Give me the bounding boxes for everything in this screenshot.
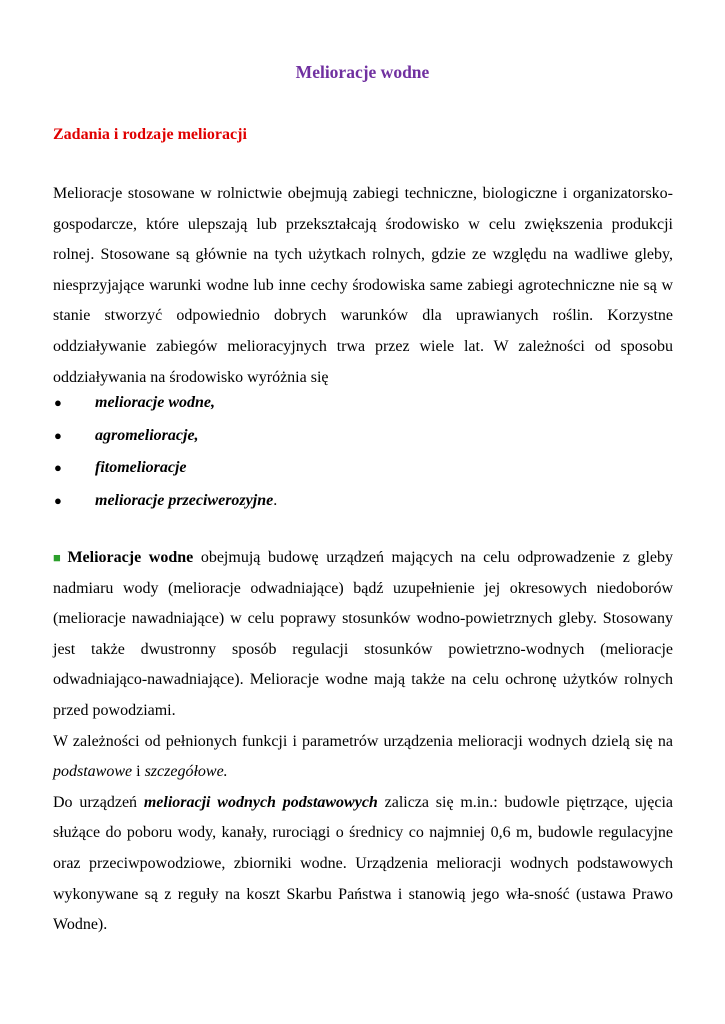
- bullet-icon: ●: [54, 427, 62, 443]
- list-item-text: agromelioracje,: [95, 426, 199, 444]
- intro-paragraph: Melioracje stosowane w rolnictwie obejmują zabiegi techniczne, biologiczne i organizatorsko-gospodarcze, które ulepszają lub przekształcają środowisko w celu zwiększenia produkcji rolnej. Stosowane są głównie na tych użytkach rolnych, gdzie ze względu na wadliwe gleby, niesprzyjające warunki wodne lub inne cechy środowiska same zabiegi agrotechniczne nie są w stanie stworzyć odpowiednio dobrych warunków dla uprawianych roślin. Korzystne oddziaływanie zabiegów melioracyjnych trwa przez wiele lat. W zależności od sposobu oddziaływania na środowisko wyróżnia się: [53, 185, 673, 386]
- list-item-text: fitomelioracje: [95, 459, 187, 476]
- term-basic: podstawowe: [53, 763, 133, 781]
- list-item-text: melioracje przeciwerozyjne.: [95, 491, 278, 509]
- bullet-icon: ●: [54, 492, 62, 508]
- list-item: [53, 485, 673, 518]
- melioration-types-list: [53, 387, 673, 517]
- bullet-icon: ●: [54, 395, 62, 410]
- square-marker-icon: ■: [53, 550, 65, 565]
- bullet-icon: ●: [54, 460, 62, 475]
- list-item: [53, 387, 673, 420]
- list-item-text: melioracje wodne,: [95, 394, 215, 411]
- lead-term: Melioracje wodne: [67, 549, 194, 566]
- list-item: [53, 420, 673, 453]
- classification-paragraph: W zależności od pełnionych funkcji i parametrów urządzenia melioracji wodnych dzielą się na podstawowe i szczegółowe.: [53, 732, 673, 781]
- term-basic-water-melioration: melioracji wodnych podstawowych: [143, 793, 378, 811]
- water-melioration-section: [53, 543, 673, 941]
- list-item: [53, 452, 673, 485]
- document-title: Melioracje wodne: [295, 62, 430, 82]
- term-detailed: szczegółowe.: [144, 763, 228, 781]
- section-heading: Zadania i rodzaje melioracji: [53, 126, 247, 143]
- water-melioration-paragraph: ■ Melioracje wodne obejmują budowę urządzeń mających na celu odprowadzenie z gleby nadmiaru wody (melioracje odwadniające) bądź uzupełnienie jej okresowych niedoborów (melioracje nawadniające) w celu poprawy stosunków wodno-powietrznych gleby. Stosowany jest także dwustronny sposób regulacji stosunków powietrzno-wodnych (melioracje odwadniająco-nawadniające). Melioracje wodne mają także na celu ochronę użytków rolnych przed powodziami.: [53, 549, 673, 719]
- basic-devices-paragraph: Do urządzeń melioracji wodnych podstawowych zalicza się m.in.: budowle piętrzące, ujęcia służące do poboru wody, kanały, rurociągi o średnicy co najmniej 0,6 m, budowle regulacyjne oraz przeciwpowodziowe, zbiorniki wodne. Urządzenia melioracji wodnych podstawowych wykonywane są z reguły na koszt Skarbu Państwa i stanowią jego wła-sność (ustawa Prawo Wodne).: [53, 793, 674, 934]
